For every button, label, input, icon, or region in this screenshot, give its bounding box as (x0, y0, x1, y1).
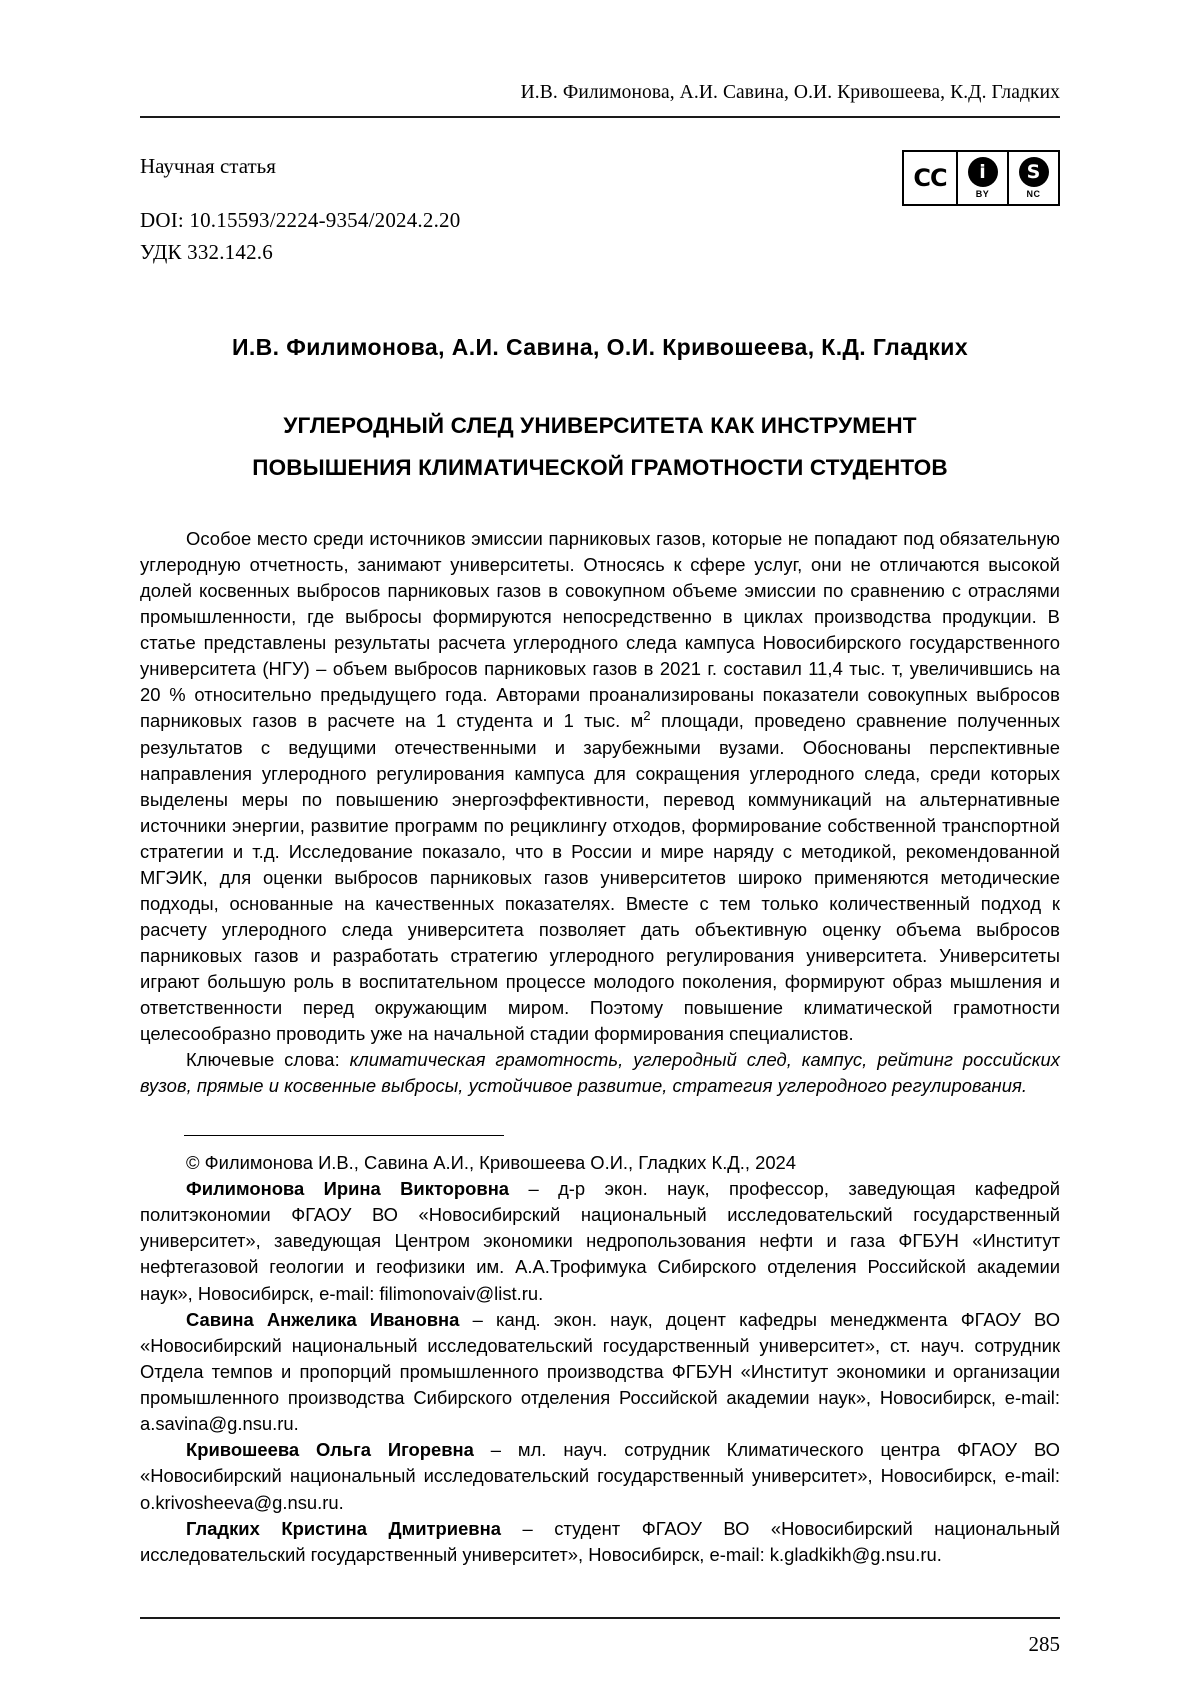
author-bio-2-name: Савина Анжелика Ивановна (186, 1308, 460, 1330)
abstract (140, 526, 1060, 1099)
footnote-divider (184, 1135, 504, 1136)
author-bio-1-text: – д-р экон. наук, профессор, заведующая кафедрой политэкономии ФГАОУ ВО «Новосибирский национальный исследовательский государственный университет», заведующая Центром экономики недропользования нефти и газа ФГБУН «Институт нефтегазовой геологии и геофизики им. А.А.Трофимука Сибирского отделения Российской академии наук», Новосибирск, e-mail: filimonovaiv@list.ru. (140, 1178, 1060, 1304)
udk-line: УДК 332.142.6 (140, 239, 273, 264)
keywords-text: климатическая грамотность, углеродный след, кампус, рейтинг российских вузов, прямые и косвенные выбросы, устойчивое развитие, стратегия углеродного регулирования. (140, 1048, 1060, 1096)
author-bio-1 (140, 1176, 1060, 1307)
author-bio-1-name: Филимонова Ирина Викторовна (186, 1178, 510, 1200)
cc-nc-glyph: S (1019, 157, 1049, 187)
author-bio-4-text: – студент ФГАОУ ВО «Новосибирский национальный исследовательский государственный университет», Новосибирск, e-mail: k.gladkikh@g.nsu.ru. (140, 1517, 1061, 1565)
copyright-line: © Филимонова И.В., Савина А.И., Кривошеева О.И., Гладких К.Д., 2024 (186, 1151, 797, 1173)
cc-logo-icon (904, 152, 958, 204)
author-bio-3-name: Кривошеева Ольга Игоревна (186, 1439, 474, 1461)
abstract-superscript: 2 (643, 708, 651, 724)
cc-mark-label: CC (913, 164, 947, 192)
article-type: Научная статья (140, 154, 276, 178)
cc-by-glyph: i (968, 157, 998, 187)
cc-nc-icon (1009, 152, 1058, 204)
header-divider (140, 116, 1060, 118)
authors-line: И.В. Филимонова, А.И. Савина, О.И. Кривошеева, К.Д. Гладких (231, 334, 969, 360)
article-meta (140, 154, 1060, 268)
author-bio-3 (140, 1437, 1060, 1515)
author-bio-2-text: – канд. экон. наук, доцент кафедры менеджмента ФГАОУ ВО «Новосибирский национальный исследовательский государственный университет», ст. науч. сотрудник Отдела темпов и пропорций промышленного производства ФГБУН «Институт экономики и организации промышленного производства Сибирского отделения Российской академии наук», Новосибирск, e-mail: a.savina@g.nsu.ru. (140, 1308, 1061, 1435)
footer-divider (140, 1617, 1060, 1619)
abstract-paragraph (140, 526, 1060, 1047)
cc-by-icon (958, 152, 1009, 204)
abstract-text-part-2: площади, проведено сравнение полученных результатов с ведущими отечественными и зарубежными вузами. Обоснованы перспективные направления углеродного регулирования кампуса для сокращения углеродного следа, среди которых выделены меры по повышению энергоэффективности, перевод коммуникаций на альтернативные источники энергии, развитие программ по рециклингу отходов, формирование собственной транспортной стратегии и т.д. Исследование показало, что в России и мире наряду с методикой, рекомендованной МГЭИК, для оценки выбросов парниковых газов университетов широко применяются методические подходы, основанные на качественных показателях. Вместе с тем только количественный подход к расчету углеродного следа университета позволяет дать объективную оценку объема выбросов парниковых газов и разработать стратегию углеродного регулирования университета. Университеты играют большую роль в воспитательном процессе молодого поколения, формируют образ мышления и ответственности перед окружающим миром. Поэтому повышение климатической грамотности целесообразно проводить уже на начальной стадии формирования специалистов. (140, 710, 1061, 1044)
keywords (140, 1047, 1060, 1099)
cc-by-label: BY (975, 189, 990, 199)
running-head: И.В. Филимонова, А.И. Савина, О.И. Кривошеева, К.Д. Гладких (520, 82, 1060, 103)
title-line-2: ПОВЫШЕНИЯ КЛИМАТИЧЕСКОЙ ГРАМОТНОСТИ СТУДЕНТОВ (252, 454, 948, 480)
author-bio-4-name: Гладких Кристина Дмитриевна (186, 1517, 501, 1539)
cc-nc-label: NC (1026, 189, 1041, 199)
author-bio-3-text: – мл. науч. сотрудник Климатического центра ФГАОУ ВО «Новосибирский национальный исследовательский государственный университет», Новосибирск, e-mail: o.krivosheeva@g.nsu.ru. (140, 1439, 1060, 1513)
abstract-text-part-1: Особое место среди источников эмиссии парниковых газов, которые не попадают под обязательную углеродную отчетность, занимают университеты. Относясь к сфере услуг, они не отличаются высокой долей косвенных выбросов парниковых газов в совокупном объеме эмиссии по сравнению с отраслями промышленности, где выбросы формируются непосредственно в циклах производства продукции. В статье представлены результаты расчета углеродного следа кампуса Новосибирского государственного университета (НГУ) – объем выбросов парниковых газов в 2021 г. составил 11,4 тыс. т, увеличившись на 20 % относительно предыдущего года. Авторами проанализированы показатели совокупных выбросов парниковых газов в расчете на 1 студента и 1 тыс. м (140, 528, 1060, 732)
keywords-label: Ключевые слова: (186, 1048, 350, 1070)
footnotes (140, 1150, 1060, 1568)
author-bio-2 (140, 1307, 1060, 1438)
page-number: 285 (1028, 1632, 1060, 1656)
title-line-1: УГЛЕРОДНЫЙ СЛЕД УНИВЕРСИТЕТА КАК ИНСТРУМЕНТ (283, 413, 917, 438)
doi-line: DOI: 10.15593/2224-9354/2024.2.20 (140, 208, 461, 232)
page-title (140, 405, 1060, 488)
author-bio-4 (140, 1516, 1060, 1568)
creative-commons-badge (902, 150, 1060, 206)
